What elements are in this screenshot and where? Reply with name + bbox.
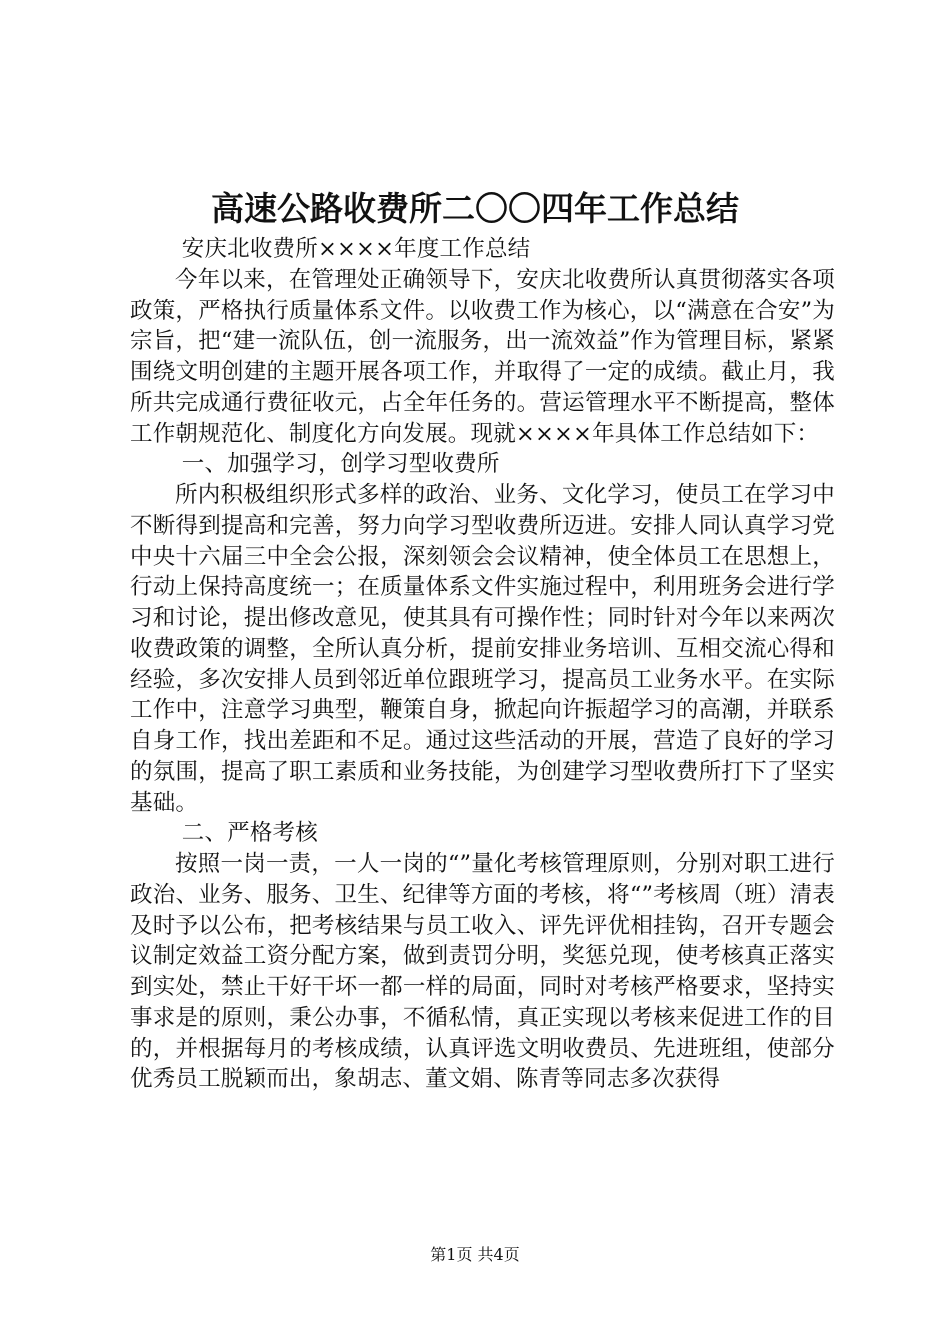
subtitle-paragraph: 安庆北收费所××××年度工作总结 [181, 236, 531, 262]
document-body [130, 234, 835, 1095]
intro-paragraph: 今年以来，在管理处正确领导下，安庆北收费所认真贯彻落实各项政策，严格执行质量体系文件。以收费工作为核心，以“满意在合安”为宗旨，把“建一流队伍，创一流服务，出一流效益”作为管理目标，紧紧围绕文明创建的主题开展各项工作，并取得了一定的成绩。截止月，我所共完成通行费征收元，占全年任务的。营运管理水平不断提高，整体工作朝规范化、制度化方向发展。现就××××年具体工作总结如下： [130, 266, 835, 447]
section-2-paragraph: 按照一岗一责，一人一岗的“”量化考核管理原则，分别对职工进行政治、业务、服务、卫生、纪律等方面的考核，将“”考核周（班）清表及时予以公布，把考核结果与员工收入、评先评优相挂钩，召开专题会议制定效益工资分配方案，做到责罚分明，奖惩兑现，使考核真正落实到实处，禁止干好干坏一都一样的局面，同时对考核严格要求，坚持实事求是的原则，秉公办事，不循私情，真正实现以考核来促进工作的目的，并根据每月的考核成绩，认真评选文明收费员、先进班组，使部分优秀员工脱颖而出，象胡志、董文娟、陈青等同志多次获得 [130, 851, 835, 1093]
document-title: 高速公路收费所二〇〇四年工作总结 [211, 189, 739, 228]
section-heading-2: 二、严格考核 [181, 820, 318, 847]
section-1-paragraph: 所内积极组织形式多样的政治、业务、文化学习，使员工在学习中不断得到提高和完善，努力向学习型收费所迈进。安排人同认真学习党中央十六届三中全会公报，深刻领会会议精神，使全体员工在思想上，行动上保持高度统一；在质量体系文件实施过程中，利用班务会进行学习和讨论，提出修改意见，使其具有可操作性；同时针对今年以来两次收费政策的调整，全所认真分析，提前安排业务培训、互相交流心得和经验，多次安排人员到邻近单位跟班学习，提高员工业务水平。在实际工作中，注意学习典型，鞭策自身，掀起向许振超学习的高潮，并联系自身工作，找出差距和不足。通过这些活动的开展，营造了良好的学习的氛围，提高了职工素质和业务技能，为创建学习型收费所打下了坚实基础。 [130, 482, 835, 816]
section-heading-1: 一、加强学习，创学习型收费所 [181, 451, 500, 478]
page-footer: 第1页 共4页 [430, 1245, 520, 1264]
